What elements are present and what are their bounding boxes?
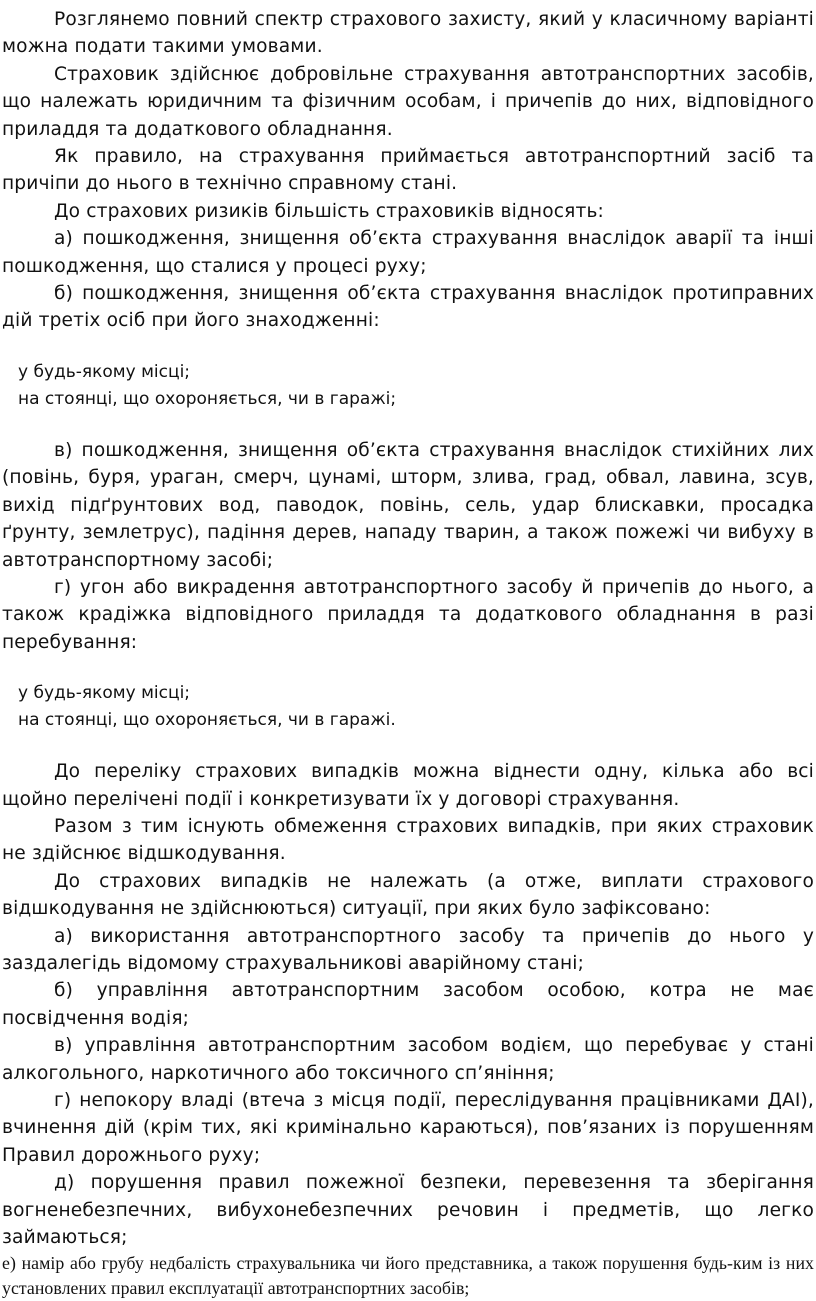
paragraph-risks-intro: До страхових ризиків більшість страховиків відносять: bbox=[54, 200, 604, 222]
exclusion-item-a: а) використання автотранспортного засобу та причепів до нього у заздалегідь відомому страхувальникові аварійному стані; bbox=[2, 925, 814, 974]
exclusion-item-e: д) порушення правил пожежної безпеки, перевезення та зберігання вогненебезпечних, вибухонебезпечних речовин і предметів, що легко займаються; bbox=[2, 1172, 814, 1249]
exclusion-item-c: в) управління автотранспортним засобом водієм, що перебуває у стані алкогольного, наркотичного або токсичного сп’яніння; bbox=[2, 1035, 814, 1084]
paragraph-limitations: Разом з тим існують обмеження страхових випадків, при яких страховик не здійснює відшкодування. bbox=[2, 815, 814, 865]
risk-item-a: а) пошкодження, знищення об’єкта страхування внаслідок аварії та інші пошкодження, що сталися у процесі руху; bbox=[2, 228, 814, 277]
risk-item-d: г) угон або викрадення автотранспортного засобу й причепів до нього, а також крадіжка відповідного приладдя та додаткового обладнання в разі перебування: bbox=[2, 576, 814, 653]
paragraph-condition: Як правило, на страхування приймається автотранспортний засіб та причіпи до нього в технічно справному стані. bbox=[2, 146, 814, 195]
exclusion-item-f: е) намір або грубу недбалість страхувальника чи його представника, а також порушення будь-ким із них установлених правил експлуатації автотранспортних засобів; bbox=[2, 1253, 814, 1299]
list-item: у будь-якому місці; bbox=[18, 361, 191, 382]
list-item: на стоянці, що охороняється, чи в гаражі; bbox=[18, 388, 397, 409]
exclusion-item-b: б) управління автотранспортним засобом особою, котра не має посвідчення водія; bbox=[2, 980, 814, 1029]
location-list-1 bbox=[2, 359, 814, 413]
risk-item-b: б) пошкодження, знищення об’єкта страхування внаслідок протиправних дій третіх осіб при його знаходженні: bbox=[2, 283, 814, 332]
paragraph-cases-list: До переліку страхових випадків можна віднести одну, кілька або всі щойно перелічені події і конкретизувати їх у договорі страхування. bbox=[2, 761, 814, 810]
paragraph-insurer: Страховик здійснює добровільне страхування автотранспортних засобів, що належать юридичним та фізичним особам, і причепів до них, відповідного приладдя та додаткового обладнання. bbox=[2, 63, 814, 140]
location-list-2 bbox=[2, 680, 814, 734]
list-item: на стоянці, що охороняється, чи в гаражі. bbox=[18, 710, 396, 731]
list-item: у будь-якому місці; bbox=[18, 683, 191, 704]
paragraph-intro: Розглянемо повний спектр страхового захисту, який у класичному варіанті можна подати такими умовами. bbox=[2, 9, 814, 58]
risk-item-c: в) пошкодження, знищення об’єкта страхування внаслідок стихійних лих (повінь, буря, ураган, смерч, цунамі, шторм, злива, град, обвал, лавина, зсув, вихід підґрунтових вод, паводок, повінь, сель, удар блискавки, просадка ґрунту, землетрус), падіння дерев, нападу тварин, а також пожежі чи вибуху в автотранспортному засобі; bbox=[2, 439, 814, 571]
paragraph-exclusions-intro: До страхових випадків не належать (а отже, виплати страхового відшкодування не здійснюються) ситуації, при яких було зафіксовано: bbox=[2, 870, 814, 920]
exclusion-item-d: г) непокору владі (втеча з місця події, переслідування працівниками ДАІ), вчинення дій (крім тих, які кримінально караються), пов’язаних із порушенням Правил дорожнього руху; bbox=[2, 1090, 814, 1166]
